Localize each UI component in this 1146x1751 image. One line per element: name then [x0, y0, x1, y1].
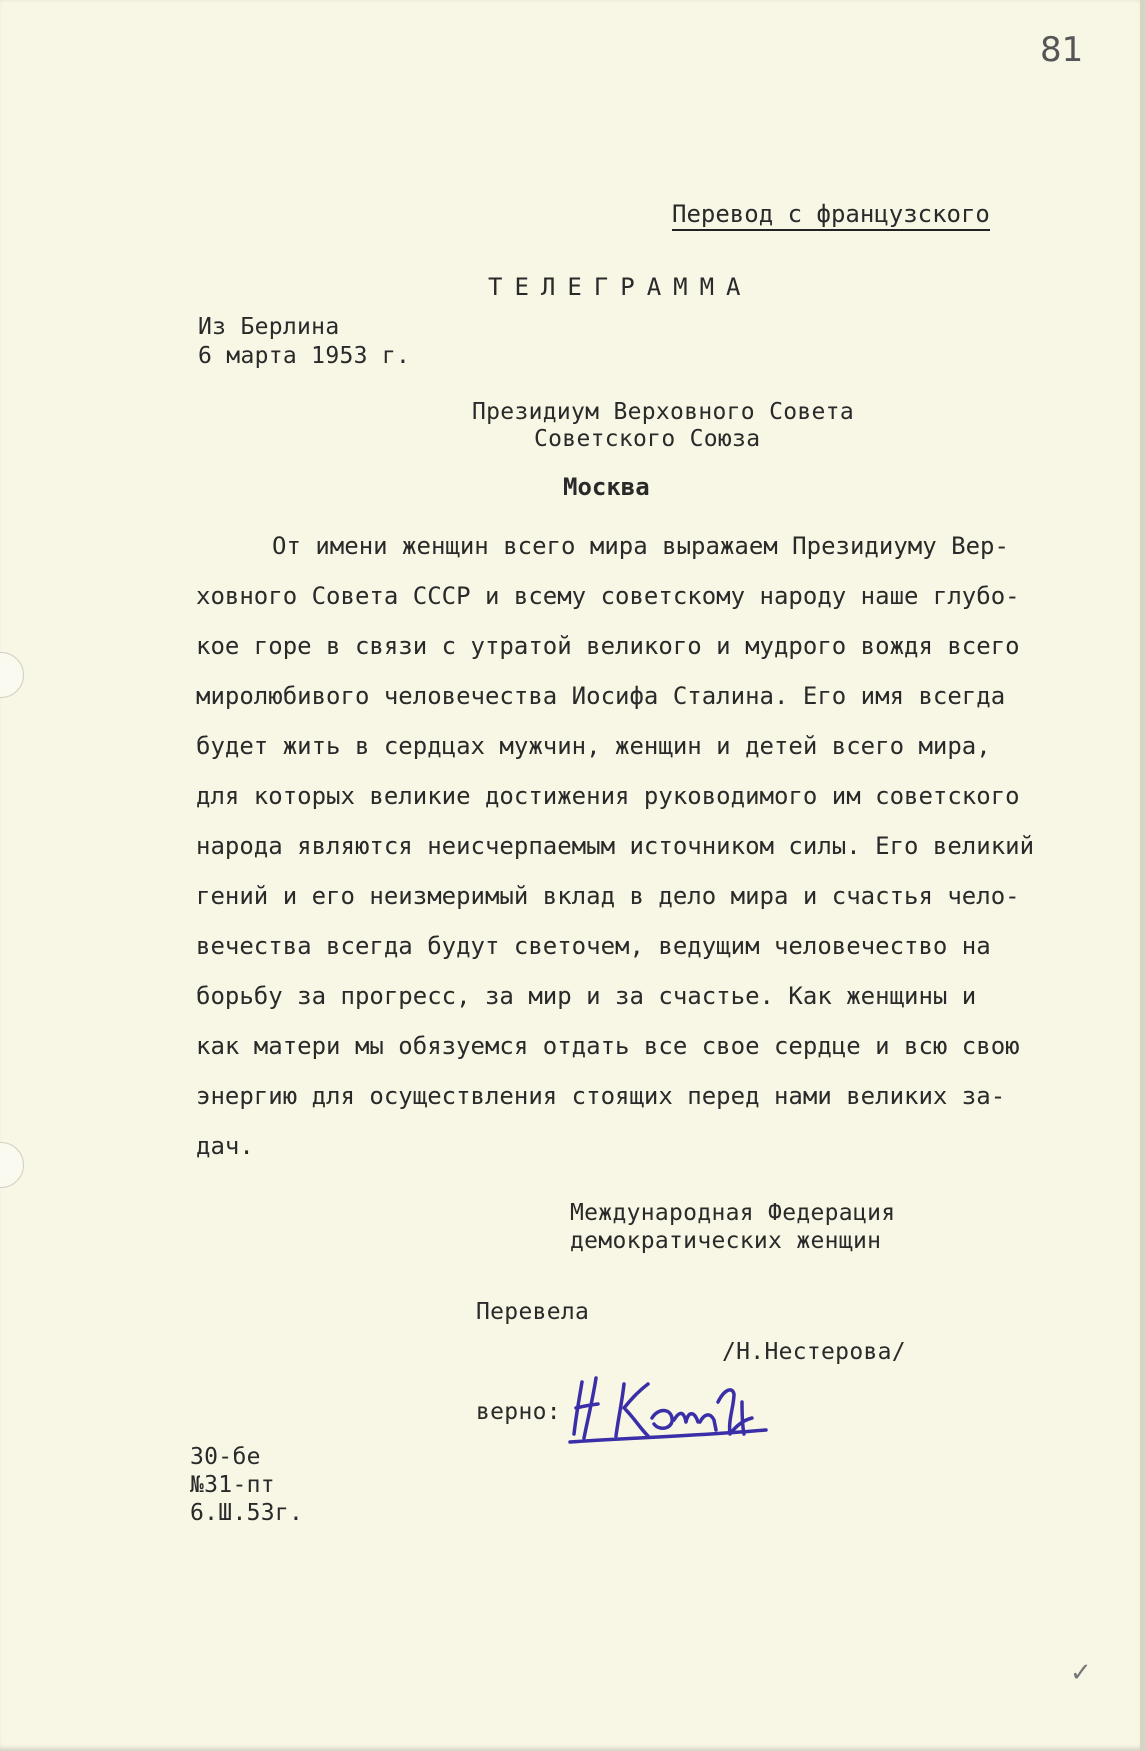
body-line: дач. — [196, 1132, 254, 1160]
translator-label: Перевела — [476, 1299, 590, 1325]
handwritten-signature — [566, 1372, 776, 1446]
translation-note: Перевод с французского — [672, 200, 990, 231]
addressee-city: Москва — [563, 473, 650, 501]
punch-hole-bottom — [0, 1142, 24, 1188]
body-line: миролюбивого человечества Иосифа Сталина. Его имя всегда — [196, 682, 1006, 710]
signatory-line-1: Международная Федерация — [570, 1200, 896, 1226]
body-line: народа являются неисчерпаемым источником силы. Его великий — [196, 832, 1035, 860]
body-line: борьбу за прогресс, за мир и за счастье. Как женщины и — [196, 982, 977, 1010]
body-line: гений и его неизмеримый вклад в дело мира и счастья чело- — [196, 882, 1020, 910]
addressee-line-2: Советского Союза — [534, 426, 761, 452]
translator-name: /Н.Нестерова/ — [722, 1339, 906, 1365]
folio-number: 81 — [1040, 30, 1084, 70]
reference-line-3: 6.Ш.53г. — [190, 1500, 304, 1526]
body-line: как матери мы обязуемся отдать все свое сердце и всю свою — [196, 1032, 1020, 1060]
check-mark-icon: ✓ — [1070, 1658, 1092, 1688]
body-line: кое горе в связи с утратой великого и мудрого вождя всего — [196, 632, 1020, 660]
reference-line-1: 30-бе — [190, 1444, 261, 1470]
origin-date: 6 марта 1953 г. — [198, 343, 411, 369]
origin-city: Из Берлина — [198, 314, 340, 340]
addressee-line-1: Президиум Верховного Совета — [472, 399, 854, 425]
certification-label: верно: — [476, 1399, 561, 1425]
body-line: для которых великие достижения руководимого им советского — [196, 782, 1020, 810]
reference-line-2: №31-пт — [190, 1472, 275, 1498]
document-title: ТЕЛЕГРАММА — [488, 273, 753, 301]
body-line: вечества всегда будут светочем, ведущим человечество на — [196, 932, 991, 960]
body-line: ховного Совета СССР и всему советскому народу наше глубо- — [196, 582, 1020, 610]
body-line: От имени женщин всего мира выражаем Президиуму Вер- — [272, 532, 1009, 560]
body-line: энергию для осуществления стоящих перед нами великих за- — [196, 1082, 1006, 1110]
punch-hole-top — [0, 652, 24, 698]
signatory-line-2: демократических женщин — [570, 1228, 882, 1254]
body-line: будет жить в сердцах мужчин, женщин и детей всего мира, — [196, 732, 991, 760]
